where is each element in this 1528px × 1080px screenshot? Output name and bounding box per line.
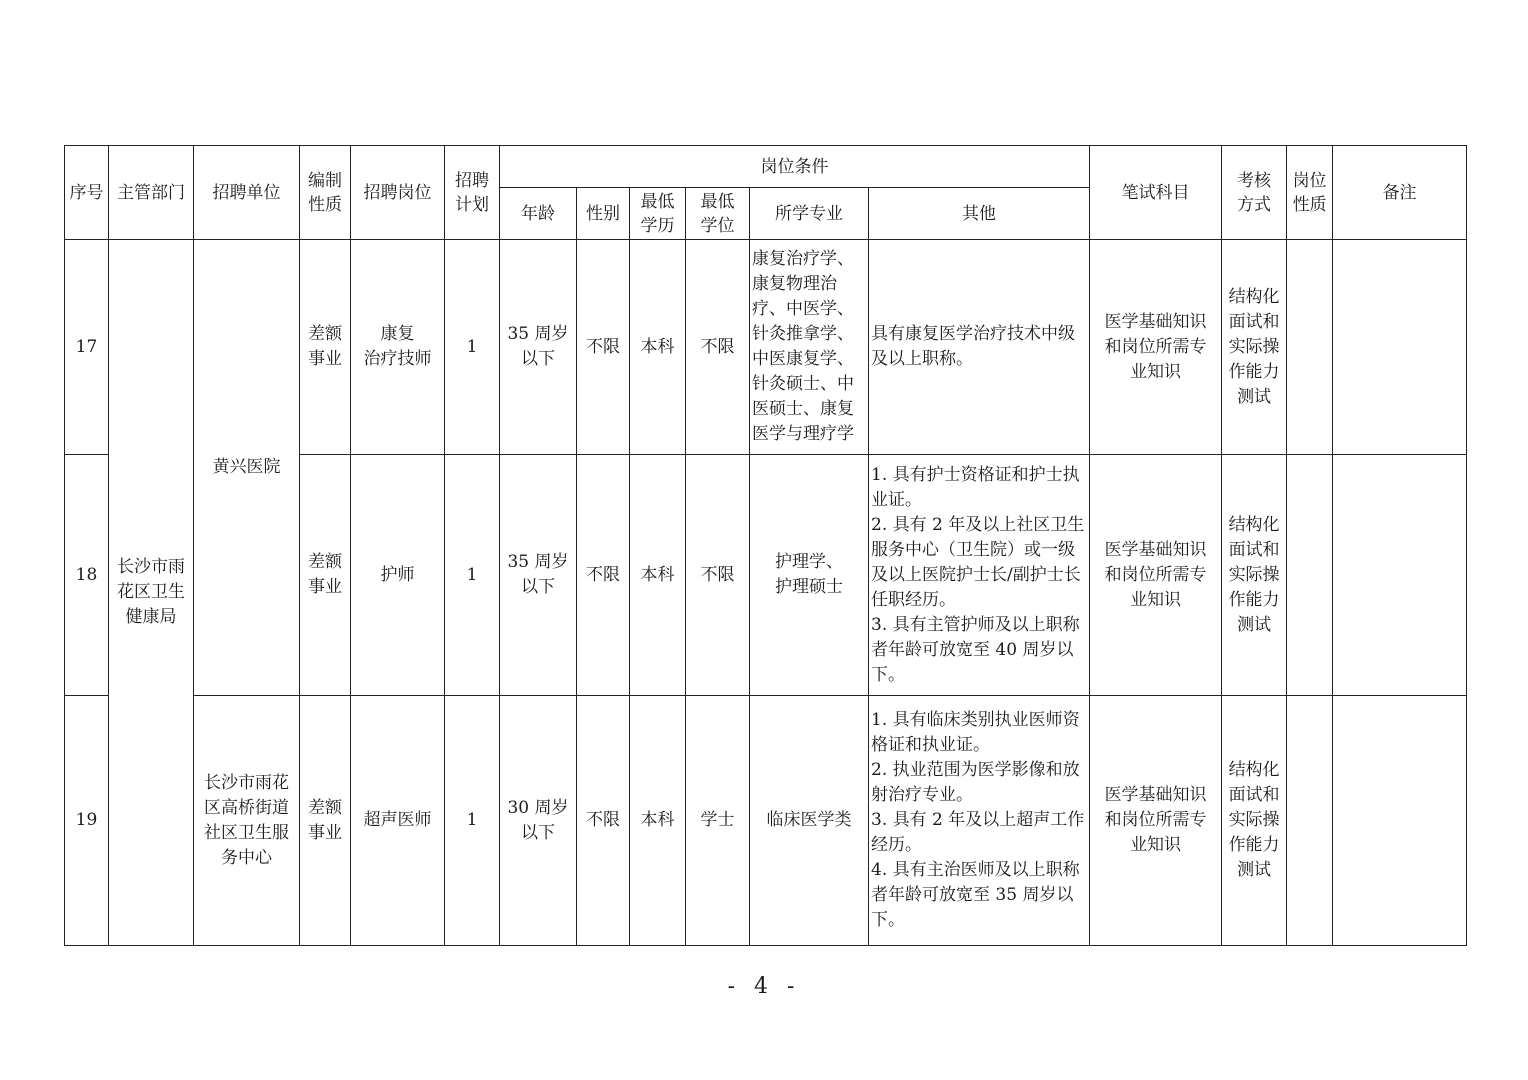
cell-education: 本科 xyxy=(630,455,686,696)
cell-remark xyxy=(1333,240,1467,455)
cell-assessment: 结构化 面试和 实际操 作能力 测试 xyxy=(1222,240,1287,455)
header-age: 年龄 xyxy=(500,188,577,240)
cell-assessment: 结构化 面试和 实际操 作能力 测试 xyxy=(1222,696,1287,946)
cell-degree: 学士 xyxy=(686,696,750,946)
header-min-education: 最低 学历 xyxy=(630,188,686,240)
cell-education: 本科 xyxy=(630,240,686,455)
cell-major: 康复治疗学、康复物理治疗、中医学、针灸推拿学、中医康复学、针灸硕士、中医硕士、康复医学与理疗学 xyxy=(750,240,869,455)
cell-gender: 不限 xyxy=(577,240,630,455)
cell-nature xyxy=(1287,240,1333,455)
header-unit: 招聘单位 xyxy=(194,146,300,240)
header-gender: 性别 xyxy=(577,188,630,240)
cell-unit-gaoqiao: 长沙市雨花 区高桥街道 社区卫生服 务中心 xyxy=(194,696,300,946)
cell-plan: 1 xyxy=(445,240,500,455)
cell-position: 超声医师 xyxy=(351,696,445,946)
cell-exam: 医学基础知识 和岗位所需专 业知识 xyxy=(1090,240,1222,455)
header-plan: 招聘 计划 xyxy=(445,146,500,240)
cell-plan: 1 xyxy=(445,696,500,946)
cell-remark xyxy=(1333,455,1467,696)
table-row xyxy=(65,696,1467,946)
cell-other: 具有康复医学治疗技术中级及以上职称。 xyxy=(869,240,1090,455)
cell-other: 1. 具有临床类别执业医师资格证和执业证。 2. 执业范围为医学影像和放射治疗专业。 3. 具有 2 年及以上超声工作经历。 4. 具有主治医师及以上职称者年龄可放宽至 35 周岁以下。 xyxy=(869,696,1090,946)
header-remark: 备注 xyxy=(1333,146,1467,240)
cell-nature xyxy=(1287,696,1333,946)
header-staffing: 编制 性质 xyxy=(300,146,351,240)
header-position: 招聘岗位 xyxy=(351,146,445,240)
table-row xyxy=(65,240,1467,455)
cell-seq: 19 xyxy=(65,696,109,946)
header-conditions: 岗位条件 xyxy=(500,146,1090,188)
cell-age: 35 周岁 以下 xyxy=(500,455,577,696)
cell-other: 1. 具有护士资格证和护士执业证。 2. 具有 2 年及以上社区卫生服务中心（卫生院）或一级及以上医院护士长/副护士长任职经历。 3. 具有主管护师及以上职称者年龄可放宽至 40 周岁以下。 xyxy=(869,455,1090,696)
cell-seq: 17 xyxy=(65,240,109,455)
cell-unit-huangxing: 黄兴医院 xyxy=(194,240,300,696)
cell-major: 临床医学类 xyxy=(750,696,869,946)
recruitment-table xyxy=(64,145,1467,946)
cell-position: 护师 xyxy=(351,455,445,696)
header-seq: 序号 xyxy=(65,146,109,240)
cell-degree: 不限 xyxy=(686,455,750,696)
cell-assessment: 结构化 面试和 实际操 作能力 测试 xyxy=(1222,455,1287,696)
cell-seq: 18 xyxy=(65,455,109,696)
cell-remark xyxy=(1333,696,1467,946)
page-number: - 4 - xyxy=(727,974,801,999)
cell-exam: 医学基础知识 和岗位所需专 业知识 xyxy=(1090,696,1222,946)
cell-nature xyxy=(1287,455,1333,696)
cell-staffing: 差额 事业 xyxy=(300,240,351,455)
cell-staffing: 差额 事业 xyxy=(300,455,351,696)
cell-age: 30 周岁 以下 xyxy=(500,696,577,946)
cell-department: 长沙市雨 花区卫生 健康局 xyxy=(109,240,194,946)
cell-education: 本科 xyxy=(630,696,686,946)
header-min-degree: 最低 学位 xyxy=(686,188,750,240)
cell-staffing: 差额 事业 xyxy=(300,696,351,946)
cell-gender: 不限 xyxy=(577,455,630,696)
header-assessment: 考核 方式 xyxy=(1222,146,1287,240)
header-exam: 笔试科目 xyxy=(1090,146,1222,240)
header-nature: 岗位 性质 xyxy=(1287,146,1333,240)
cell-exam: 医学基础知识 和岗位所需专 业知识 xyxy=(1090,455,1222,696)
cell-gender: 不限 xyxy=(577,696,630,946)
cell-position: 康复 治疗技师 xyxy=(351,240,445,455)
cell-age: 35 周岁 以下 xyxy=(500,240,577,455)
header-other: 其他 xyxy=(869,188,1090,240)
cell-plan: 1 xyxy=(445,455,500,696)
header-major: 所学专业 xyxy=(750,188,869,240)
cell-degree: 不限 xyxy=(686,240,750,455)
cell-major: 护理学、 护理硕士 xyxy=(750,455,869,696)
header-department: 主管部门 xyxy=(109,146,194,240)
